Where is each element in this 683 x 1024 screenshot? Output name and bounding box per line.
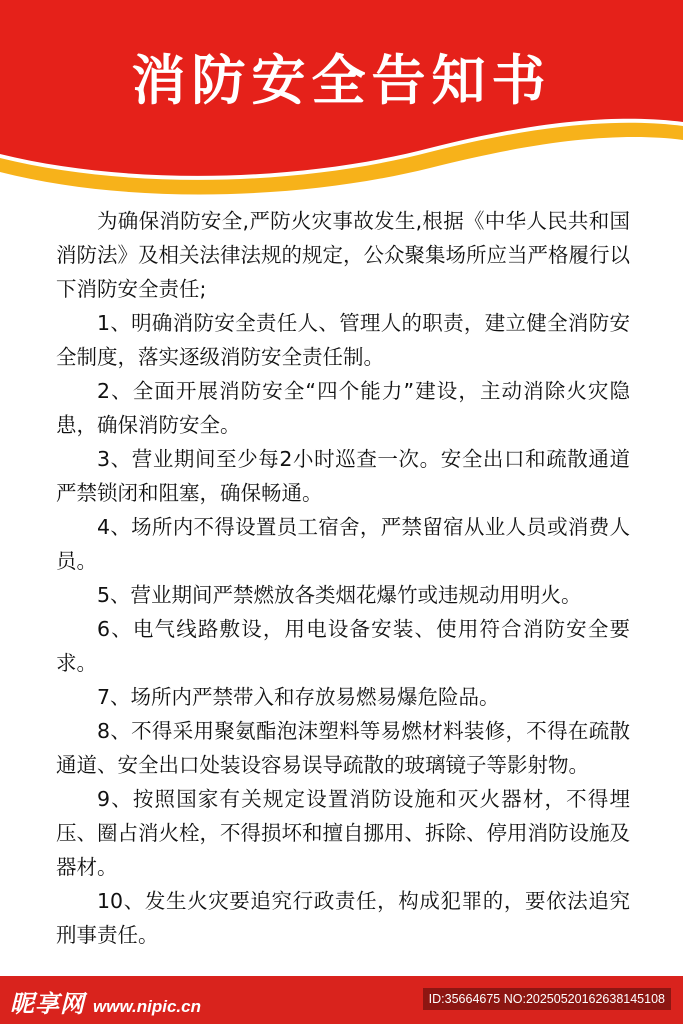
list-item: 3、营业期间至少每2小时巡查一次。安全出口和疏散通道严禁锁闭和阻塞，确保畅通。 <box>56 447 630 505</box>
intro-paragraph: 为确保消防安全,严防火灾事故发生,根据《中华人民共和国消防法》及相关法律法规的规定，公众聚集场所应当严格履行以下消防安全责任; <box>56 209 630 301</box>
list-item: 9、按照国家有关规定设置消防设施和灭火器材，不得埋压、圈占消火栓，不得损坏和擅自挪用、拆除、停用消防设施及器材。 <box>56 787 630 879</box>
watermark-brand <box>10 984 201 1019</box>
list-item: 7、场所内严禁带入和存放易燃易爆危险品。 <box>97 685 500 709</box>
list-item: 6、电气线路敷设，用电设备安装、使用符合消防安全要求。 <box>56 617 630 675</box>
list-item: 10、发生火灾要追究行政责任，构成犯罪的，要依法追究刑事责任。 <box>56 889 630 947</box>
list-item: 2、全面开展消防安全“四个能力”建设，主动消除火灾隐患，确保消防安全。 <box>56 379 630 437</box>
list-item: 8、不得采用聚氨酯泡沫塑料等易燃材料装修，不得在疏散通道、安全出口处装设容易误导疏散的玻璃镜子等影射物。 <box>56 719 630 777</box>
notice-body <box>56 204 630 952</box>
brand-name: 昵享网 <box>10 990 85 1018</box>
brand-url: www.nipic.cn <box>93 997 201 1016</box>
page-title: 消防安全告知书 <box>131 49 552 112</box>
list-item: 5、营业期间严禁燃放各类烟花爆竹或违规动用明火。 <box>97 583 582 607</box>
list-item: 1、明确消防安全责任人、管理人的职责，建立健全消防安全制度，落实逐级消防安全责任制。 <box>56 311 630 369</box>
image-id-label: ID:35664675 NO:20250520162638145108 <box>423 988 671 1010</box>
footer-bar <box>0 976 683 1024</box>
list-item: 4、场所内不得设置员工宿舍，严禁留宿从业人员或消费人员。 <box>56 515 630 573</box>
